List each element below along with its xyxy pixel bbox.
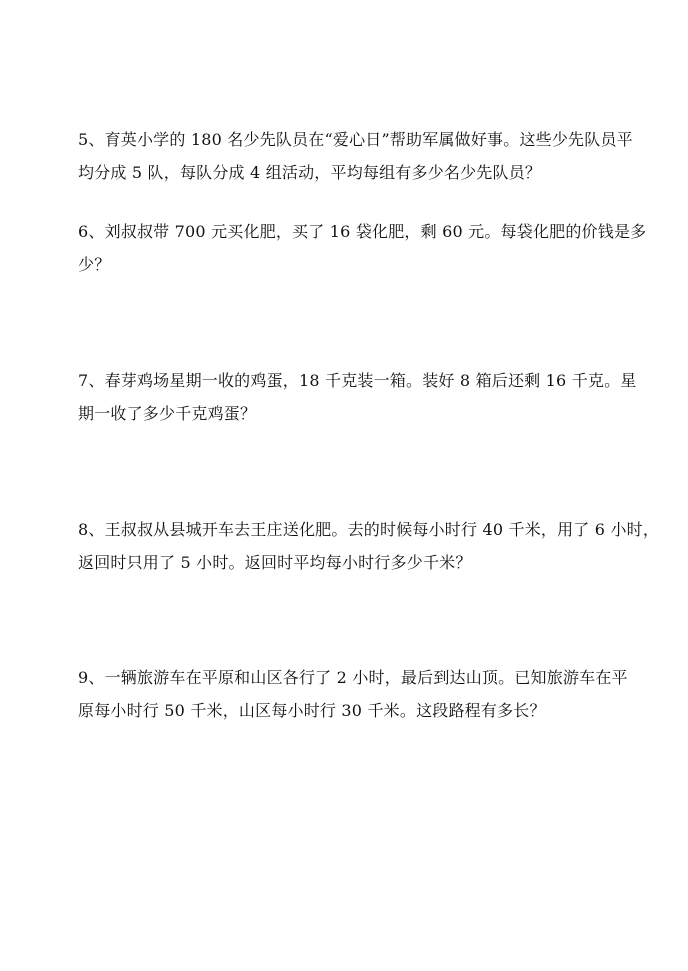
problem-7	[78, 364, 637, 430]
problem-8	[78, 513, 660, 579]
problem-8-line-1: 8、王叔叔从县城开车去王庄送化肥。去的时候每小时行 40 千米，用了 6 小时，	[78, 520, 660, 539]
problem-5	[78, 123, 633, 189]
problem-9	[78, 661, 628, 727]
problem-5-line-1: 5、育英小学的 180 名少先队员在“爱心日”帮助军属做好事。这些少先队员平	[78, 130, 633, 149]
problem-6-line-2: 少？	[78, 255, 111, 274]
problem-5-line-2: 均分成 5 队，每队分成 4 组活动，平均每组有多少名少先队员？	[78, 163, 542, 182]
problem-6	[78, 215, 647, 281]
problem-8-line-2: 返回时只用了 5 小时。返回时平均每小时行多少千米？	[78, 553, 472, 572]
problem-7-line-1: 7、春芽鸡场星期一收的鸡蛋，18 千克装一箱。装好 8 箱后还剩 16 千克。星	[78, 371, 637, 390]
problem-9-line-2: 原每小时行 50 千米，山区每小时行 30 千米。这段路程有多长？	[78, 701, 546, 720]
problem-6-line-1: 6、刘叔叔带 700 元买化肥，买了 16 袋化肥，剩 60 元。每袋化肥的价钱是多	[78, 222, 647, 241]
problem-9-line-1: 9、一辆旅游车在平原和山区各行了 2 小时，最后到达山顶。已知旅游车在平	[78, 668, 628, 687]
problem-7-line-2: 期一收了多少千克鸡蛋？	[78, 404, 257, 423]
